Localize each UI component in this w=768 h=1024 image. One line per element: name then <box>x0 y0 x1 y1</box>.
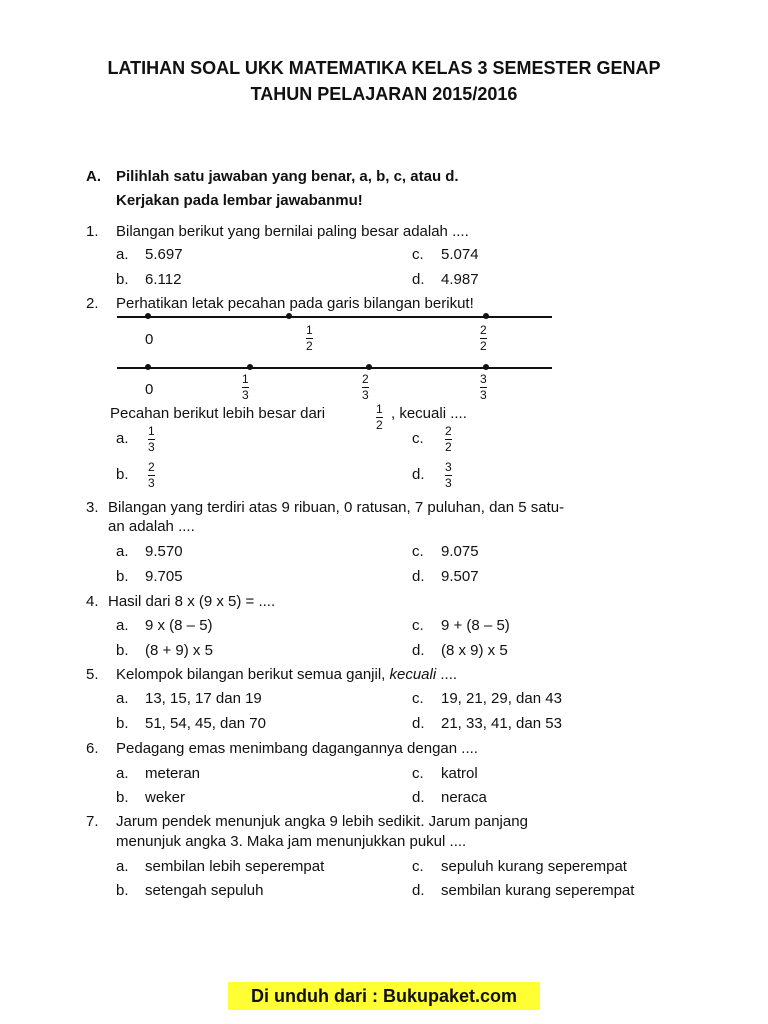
q6-text: Pedagang emas menimbang dagangannya dengan .... <box>116 740 478 757</box>
q2-question-post: , kecuali .... <box>391 405 467 422</box>
q3-option-a: 9.570 <box>145 543 183 560</box>
fraction-one-third: 1 3 <box>242 372 249 402</box>
q5-emphasis: kecuali <box>389 666 437 683</box>
q4-option-a: 9 x (8 – 5) <box>145 617 213 634</box>
q1-option-c: 5.074 <box>441 246 479 263</box>
q7-label-d: d. <box>412 882 425 899</box>
page-subtitle: TAHUN PELAJARAN 2015/2016 <box>250 84 518 104</box>
q3-text-1: Bilangan yang terdiri atas 9 ribuan, 0 ratusan, 7 puluhan, dan 5 satu- <box>108 499 565 516</box>
q5-text: Kelompok bilangan berikut semua ganjil, kecuali .... <box>116 666 458 683</box>
q7-label-c: c. <box>412 858 424 875</box>
q4-option-b: (8 + 9) x 5 <box>145 642 213 659</box>
q6-number: 6. <box>86 740 99 757</box>
q3-label-a: a. <box>116 543 129 560</box>
q2-label-c: c. <box>412 430 424 447</box>
q4-option-d: (8 x 9) x 5 <box>441 642 508 659</box>
q6-option-a: meteran <box>145 765 201 782</box>
q3-label-d: d. <box>412 568 425 585</box>
tick-dot <box>145 364 151 370</box>
q5-label-c: c. <box>412 690 424 707</box>
fraction-two-thirds: 2 3 <box>362 372 369 402</box>
q4-label-a: a. <box>116 617 129 634</box>
fraction-three-thirds: 3 3 <box>480 372 487 402</box>
q4-text: Hasil dari 8 x (9 x 5) = .... <box>108 593 276 610</box>
q5-label-a: a. <box>116 690 129 707</box>
q5-option-b: 51, 54, 45, dan 70 <box>145 715 266 732</box>
section-letter: A. <box>86 168 101 185</box>
q1-option-d: 4.987 <box>441 271 479 288</box>
q7-option-b: setengah sepuluh <box>145 882 264 899</box>
q3-option-d: 9.507 <box>441 568 479 585</box>
q2-label-d: d. <box>412 466 425 483</box>
q1-label-b: b. <box>116 271 129 288</box>
tick-dot <box>145 313 151 319</box>
q3-option-c: 9.075 <box>441 543 479 560</box>
footer-source-banner: Di unduh dari : Bukupaket.com <box>228 982 540 1010</box>
q2-label-b: b. <box>116 466 129 483</box>
q4-label-d: d. <box>412 642 425 659</box>
q6-option-d: neraca <box>441 789 487 806</box>
q6-label-a: a. <box>116 765 129 782</box>
q3-text-2: an adalah .... <box>108 518 195 535</box>
line2-zero-label: 0 <box>145 381 154 398</box>
q6-option-c: katrol <box>441 765 478 782</box>
section-instruction-2: Kerjakan pada lembar jawabanmu! <box>116 192 363 209</box>
q4-number: 4. <box>86 593 99 610</box>
q4-label-b: b. <box>116 642 129 659</box>
tick-dot <box>483 313 489 319</box>
q1-label-c: c. <box>412 246 424 263</box>
fraction-one-half: 1 2 <box>306 323 313 353</box>
q2-question-pre: Pecahan berikut lebih besar dari <box>110 405 326 422</box>
q1-option-b: 6.112 <box>145 271 182 288</box>
q7-option-a: sembilan lebih seperempat <box>145 858 325 875</box>
q5-number: 5. <box>86 666 99 683</box>
q2-option-d: 3 3 <box>445 460 452 490</box>
q5-label-b: b. <box>116 715 129 732</box>
q3-number: 3. <box>86 499 99 516</box>
line1-zero-label: 0 <box>145 331 154 348</box>
tick-dot <box>483 364 489 370</box>
q5-option-d: 21, 33, 41, dan 53 <box>441 715 562 732</box>
q4-label-c: c. <box>412 617 424 634</box>
q2-question-fraction: 1 2 <box>376 402 383 432</box>
q2-label-a: a. <box>116 430 129 447</box>
q2-option-a: 1 3 <box>148 424 155 454</box>
q5-option-a: 13, 15, 17 dan 19 <box>145 690 262 707</box>
q6-label-c: c. <box>412 765 424 782</box>
q1-label-d: d. <box>412 271 425 288</box>
q3-label-c: c. <box>412 543 424 560</box>
q4-option-c: 9 + (8 – 5) <box>441 617 510 634</box>
q2-option-c: 2 2 <box>445 424 452 454</box>
tick-dot <box>247 364 253 370</box>
q6-label-b: b. <box>116 789 129 806</box>
q7-label-b: b. <box>116 882 129 899</box>
q3-label-b: b. <box>116 568 129 585</box>
fraction-two-halves: 2 2 <box>480 323 487 353</box>
q7-option-d: sembilan kurang seperempat <box>441 882 635 899</box>
q6-option-b: weker <box>145 789 186 806</box>
q5-option-c: 19, 21, 29, dan 43 <box>441 690 562 707</box>
q7-option-c: sepuluh kurang seperempat <box>441 858 627 875</box>
q5-label-d: d. <box>412 715 425 732</box>
q3-option-b: 9.705 <box>145 568 183 585</box>
q1-number: 1. <box>86 223 99 240</box>
q7-number: 7. <box>86 813 99 830</box>
page-title: LATIHAN SOAL UKK MATEMATIKA KELAS 3 SEMESTER GENAP <box>107 58 661 78</box>
section-instruction-1: Pilihlah satu jawaban yang benar, a, b, c, atau d. <box>116 168 459 185</box>
q6-label-d: d. <box>412 789 425 806</box>
tick-dot <box>286 313 292 319</box>
q1-option-a: 5.697 <box>145 246 183 263</box>
q7-text-2: menunjuk angka 3. Maka jam menunjukkan pukul .... <box>116 833 467 850</box>
q1-label-a: a. <box>116 246 129 263</box>
q7-label-a: a. <box>116 858 129 875</box>
q7-text-1: Jarum pendek menunjuk angka 9 lebih sedikit. Jarum panjang <box>116 813 528 830</box>
q2-option-b: 2 3 <box>148 460 155 490</box>
q1-text: Bilangan berikut yang bernilai paling besar adalah .... <box>116 223 469 240</box>
tick-dot <box>366 364 372 370</box>
q2-text: Perhatikan letak pecahan pada garis bilangan berikut! <box>116 295 474 312</box>
q2-number: 2. <box>86 295 99 312</box>
